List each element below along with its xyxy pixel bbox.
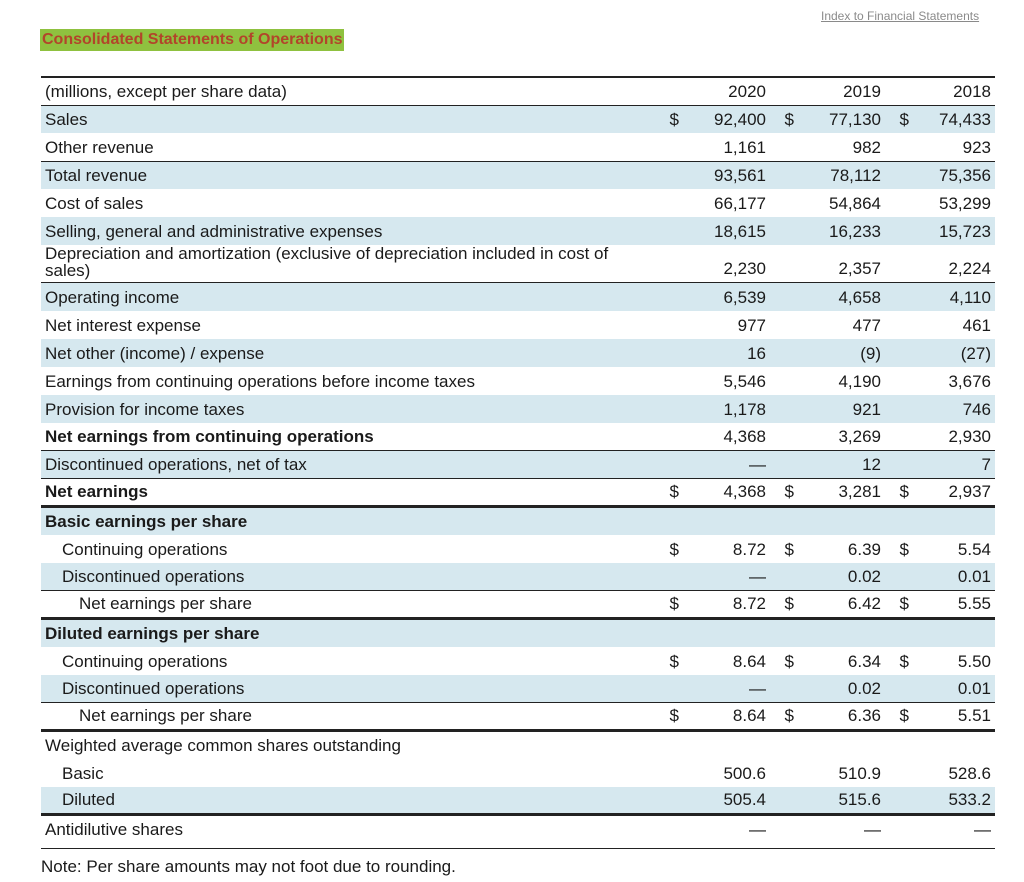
currency-symbol: $ — [899, 651, 909, 671]
value-2019: 54,864 — [829, 194, 881, 213]
value-2019: 0.02 — [798, 675, 885, 703]
value-2018 — [913, 507, 995, 535]
row-label: Net earnings from continuing operations — [41, 423, 653, 451]
table-row — [41, 161, 995, 189]
value-2018: 15,723 — [913, 217, 995, 245]
value-2020: — — [683, 451, 770, 479]
row-label: Diluted earnings per share — [41, 619, 653, 647]
currency-spacer — [885, 507, 913, 535]
value-2018: 0.01 — [913, 563, 995, 591]
currency-symbol: $ — [653, 105, 683, 133]
currency-spacer — [653, 507, 683, 535]
currency-spacer — [653, 133, 683, 161]
currency-spacer — [885, 423, 913, 451]
currency-spacer — [653, 451, 683, 479]
table-row — [41, 731, 995, 759]
value-2018: 923 — [962, 137, 991, 157]
row-label: Discontinued operations — [41, 563, 653, 591]
table-row — [41, 563, 995, 591]
currency-spacer — [653, 367, 683, 395]
page-title: Consolidated Statements of Operations — [40, 29, 344, 51]
currency-spacer — [885, 731, 913, 759]
currency-spacer — [653, 563, 683, 591]
currency-spacer — [653, 161, 683, 189]
value-2018: 5.55 — [913, 591, 995, 619]
footnote: Note: Per share amounts may not foot due to rounding. — [41, 857, 456, 876]
row-label: Basic earnings per share — [41, 507, 653, 535]
currency-spacer — [770, 507, 798, 535]
table-row — [41, 647, 995, 675]
value-2019: 6.39 — [847, 539, 881, 559]
currency-spacer — [885, 133, 913, 161]
currency-spacer — [653, 245, 683, 283]
currency-spacer — [770, 311, 798, 339]
table-row — [41, 245, 995, 283]
value-2019: 6.36 — [798, 703, 885, 731]
table-header-row — [41, 77, 995, 105]
currency-spacer — [885, 311, 913, 339]
value-2018: 3,676 — [948, 371, 991, 391]
year-header-2020: 2020 — [683, 77, 770, 105]
currency-spacer — [653, 283, 683, 311]
currency-spacer — [885, 675, 913, 703]
currency-spacer — [885, 451, 913, 479]
row-label: Discontinued operations — [41, 675, 653, 703]
table-row — [41, 479, 995, 507]
currency-spacer — [770, 787, 798, 815]
currency-spacer — [885, 787, 913, 815]
value-2020: 977 — [737, 315, 766, 335]
currency-symbol: $ — [653, 591, 683, 619]
row-label: Depreciation and amortization (exclusive of depreciation included in cost of sales) — [41, 245, 653, 283]
table-row — [41, 815, 995, 843]
year-header-2018: 2018 — [913, 77, 995, 105]
currency-spacer — [770, 563, 798, 591]
value-2019: 12 — [798, 451, 885, 479]
table-row — [41, 133, 995, 161]
currency-spacer — [653, 759, 683, 787]
currency-spacer — [770, 423, 798, 451]
table-row — [41, 367, 995, 395]
value-2018: 5.50 — [957, 651, 991, 671]
value-2020: 92,400 — [683, 105, 770, 133]
currency-spacer — [885, 619, 913, 647]
row-label: Antidilutive shares — [45, 819, 183, 839]
value-2019: 982 — [852, 137, 881, 157]
value-2018: 533.2 — [913, 787, 995, 815]
currency-spacer — [885, 759, 913, 787]
value-2019 — [798, 507, 885, 535]
row-label: Provision for income taxes — [41, 395, 653, 423]
value-2018: 5.51 — [913, 703, 995, 731]
value-2020: 5,546 — [723, 371, 766, 391]
value-2020: 8.72 — [683, 591, 770, 619]
row-label: Total revenue — [41, 161, 653, 189]
table-row — [41, 507, 995, 535]
row-label: Selling, general and administrative expenses — [41, 217, 653, 245]
currency-symbol: $ — [784, 651, 794, 671]
value-2019: 6.42 — [798, 591, 885, 619]
value-2020: 93,561 — [683, 161, 770, 189]
table-row — [41, 759, 995, 787]
currency-spacer — [885, 563, 913, 591]
row-label: Earnings from continuing operations before income taxes — [45, 371, 475, 391]
currency-spacer — [653, 395, 683, 423]
value-2019 — [798, 731, 885, 759]
row-label: Net earnings — [41, 479, 653, 507]
currency-symbol: $ — [770, 105, 798, 133]
currency-spacer — [885, 217, 913, 245]
currency-spacer — [885, 161, 913, 189]
value-2018: 5.54 — [957, 539, 991, 559]
table-row — [41, 535, 995, 563]
currency-symbol: $ — [885, 591, 913, 619]
currency-symbol: $ — [770, 479, 798, 507]
table-bottom-rule — [41, 848, 995, 849]
row-label: Basic — [62, 763, 104, 783]
currency-spacer — [885, 283, 913, 311]
value-2018: 75,356 — [913, 161, 995, 189]
value-2020: 2,230 — [683, 245, 770, 283]
value-2019: 16,233 — [798, 217, 885, 245]
currency-spacer — [770, 815, 798, 843]
value-2020: — — [749, 819, 766, 839]
value-2018: 53,299 — [939, 194, 991, 213]
value-2018: 2,930 — [913, 423, 995, 451]
currency-spacer — [885, 339, 913, 367]
currency-spacer — [770, 451, 798, 479]
currency-spacer — [653, 731, 683, 759]
table-row — [41, 675, 995, 703]
value-2018: 528.6 — [948, 763, 991, 783]
currency-symbol: $ — [885, 703, 913, 731]
currency-symbol: $ — [770, 703, 798, 731]
row-label: Continuing operations — [62, 651, 228, 671]
currency-spacer — [885, 367, 913, 395]
value-2019: (9) — [798, 339, 885, 367]
value-2020: 1,178 — [683, 395, 770, 423]
row-label: Diluted — [41, 787, 653, 815]
value-2019: 3,269 — [798, 423, 885, 451]
table-row — [41, 451, 995, 479]
currency-spacer — [770, 367, 798, 395]
table-row — [41, 311, 995, 339]
value-2018: 0.01 — [913, 675, 995, 703]
currency-spacer — [653, 787, 683, 815]
row-label: Continuing operations — [62, 539, 228, 559]
value-2019: 78,112 — [798, 161, 885, 189]
table-row — [41, 591, 995, 619]
currency-symbol: $ — [784, 539, 794, 559]
row-label: Net other (income) / expense — [41, 339, 653, 367]
value-2020 — [683, 507, 770, 535]
currency-spacer — [770, 731, 798, 759]
currency-spacer — [770, 675, 798, 703]
value-2019: 477 — [852, 315, 881, 335]
currency-spacer — [653, 339, 683, 367]
value-2019: 4,190 — [838, 371, 881, 391]
units-label: (millions, except per share data) — [41, 77, 653, 105]
row-label: Net interest expense — [45, 315, 201, 335]
value-2018: 74,433 — [913, 105, 995, 133]
value-2020: 8.64 — [683, 703, 770, 731]
currency-symbol: $ — [770, 591, 798, 619]
currency-spacer — [770, 395, 798, 423]
table-row — [41, 105, 995, 133]
statement-table — [41, 76, 995, 843]
row-label: Discontinued operations, net of tax — [41, 451, 653, 479]
index-to-financial-statements-link[interactable]: Index to Financial Statements — [821, 9, 980, 23]
currency-spacer — [770, 339, 798, 367]
currency-spacer — [770, 245, 798, 283]
currency-spacer — [653, 311, 683, 339]
value-2020: 16 — [683, 339, 770, 367]
table-row — [41, 423, 995, 451]
value-2020: 1,161 — [723, 137, 766, 157]
currency-spacer — [653, 423, 683, 451]
currency-symbol: $ — [669, 539, 679, 559]
row-label: Cost of sales — [45, 194, 144, 213]
table-row — [41, 217, 995, 245]
value-2019: 921 — [798, 395, 885, 423]
currency-spacer — [653, 675, 683, 703]
value-2020: 18,615 — [683, 217, 770, 245]
row-label: Operating income — [41, 283, 653, 311]
value-2018: — — [974, 819, 991, 839]
table-row — [41, 339, 995, 367]
value-2020: 4,368 — [683, 423, 770, 451]
value-2020: 500.6 — [723, 763, 766, 783]
currency-spacer — [653, 217, 683, 245]
currency-symbol: $ — [885, 105, 913, 133]
year-header-2019: 2019 — [798, 77, 885, 105]
row-label: Sales — [41, 105, 653, 133]
currency-symbol: $ — [669, 651, 679, 671]
table-row — [41, 283, 995, 311]
table-row — [41, 395, 995, 423]
value-2020: — — [683, 563, 770, 591]
table-row — [41, 787, 995, 815]
value-2019: 4,658 — [798, 283, 885, 311]
currency-spacer — [770, 189, 798, 217]
currency-spacer — [770, 161, 798, 189]
value-2020: 505.4 — [683, 787, 770, 815]
currency-spacer — [770, 759, 798, 787]
value-2018: 7 — [913, 451, 995, 479]
currency-spacer — [653, 189, 683, 217]
currency-spacer — [885, 189, 913, 217]
value-2018: 4,110 — [913, 283, 995, 311]
table-row — [41, 189, 995, 217]
value-2020: 8.72 — [732, 539, 766, 559]
currency-spacer — [770, 217, 798, 245]
value-2019 — [798, 619, 885, 647]
row-label: Other revenue — [45, 137, 154, 157]
row-label: Net earnings per share — [41, 591, 653, 619]
currency-spacer — [770, 133, 798, 161]
value-2018: 461 — [962, 315, 991, 335]
value-2018: 2,937 — [913, 479, 995, 507]
currency-spacer — [885, 815, 913, 843]
currency-spacer — [770, 283, 798, 311]
currency-spacer — [885, 245, 913, 283]
currency-spacer — [770, 619, 798, 647]
currency-symbol: $ — [885, 479, 913, 507]
value-2019: 3,281 — [798, 479, 885, 507]
currency-spacer — [885, 395, 913, 423]
value-2020 — [683, 731, 770, 759]
value-2019: 6.34 — [847, 651, 881, 671]
currency-spacer — [653, 815, 683, 843]
value-2018: 746 — [913, 395, 995, 423]
row-label: Weighted average common shares outstanding — [45, 735, 401, 755]
value-2018 — [913, 731, 995, 759]
value-2019: — — [864, 819, 881, 839]
value-2020: — — [683, 675, 770, 703]
value-2019: 515.6 — [798, 787, 885, 815]
value-2019: 2,357 — [798, 245, 885, 283]
value-2020 — [683, 619, 770, 647]
value-2019: 0.02 — [798, 563, 885, 591]
currency-symbol: $ — [653, 479, 683, 507]
currency-symbol: $ — [899, 539, 909, 559]
value-2018: 2,224 — [913, 245, 995, 283]
currency-symbol: $ — [653, 703, 683, 731]
value-2018: (27) — [913, 339, 995, 367]
value-2018 — [913, 619, 995, 647]
value-2020: 4,368 — [683, 479, 770, 507]
value-2019: 510.9 — [838, 763, 881, 783]
value-2020: 8.64 — [732, 651, 766, 671]
table-row — [41, 619, 995, 647]
value-2019: 77,130 — [798, 105, 885, 133]
currency-spacer — [653, 619, 683, 647]
value-2020: 6,539 — [683, 283, 770, 311]
row-label: Net earnings per share — [41, 703, 653, 731]
table-row — [41, 703, 995, 731]
value-2020: 66,177 — [714, 194, 766, 213]
